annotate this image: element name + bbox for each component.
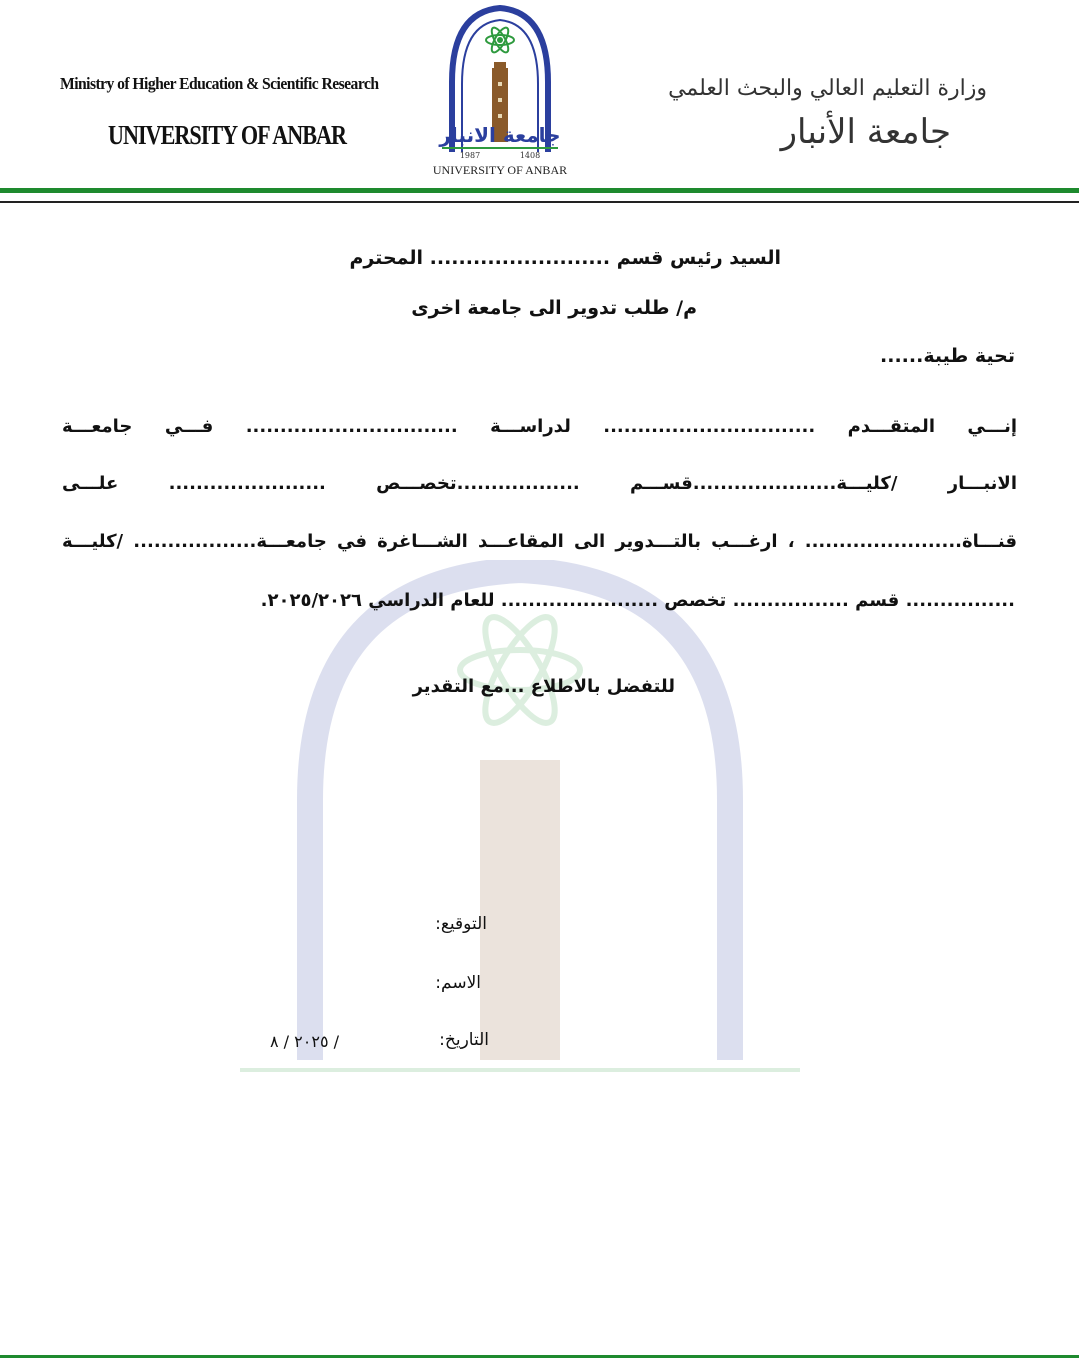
signature-label: التوقيع: bbox=[435, 914, 487, 934]
university-name-ar: جامعة الأنبار bbox=[780, 112, 951, 152]
subject-line: م/ طلب تدوير الى جامعة اخرى bbox=[411, 297, 697, 319]
ministry-name-en: Ministry of Higher Education & Scientific Research bbox=[60, 74, 379, 93]
body-line-2: الانبـــار /كليـــة.....................قســـم ..................تخصـــص ....................... علـــى bbox=[62, 473, 1017, 494]
logo-year-greg: 1987 bbox=[459, 151, 481, 160]
logo-year-hijri: 1408 bbox=[519, 151, 541, 160]
watermark-logo bbox=[240, 560, 800, 1160]
body-line-4: ................ قسم ................. تخصص ....................... للعام الدراسي ٢٠٢٥/٢٠٢٦. bbox=[260, 590, 1015, 611]
body-line-1: إنـــي المتقـــدم ............................... لدراســـة ............................... فـــي جامعـــة bbox=[62, 416, 1017, 437]
university-name-en: UNIVERSITY OF ANBAR bbox=[108, 120, 347, 150]
date-value: ٢٠٢٥ / ٨ / bbox=[270, 1032, 340, 1051]
ministry-name-ar: وزارة التعليم العالي والبحث العلمي bbox=[668, 76, 987, 101]
body-line-3: قنـــاة....................... ، ارغـــب بالتـــدوير الى المقاعـــد الشـــاغرة في جامعـــة.................. /كليـــة bbox=[62, 531, 1017, 552]
logo-caption: UNIVERSITY OF ANBAR bbox=[432, 163, 568, 177]
footer-rule bbox=[0, 1355, 1079, 1358]
greeting-line: تحية طيبة...... bbox=[880, 345, 1015, 367]
atom-icon bbox=[486, 25, 514, 54]
university-logo bbox=[432, 2, 568, 182]
addressee-line: السيد رئيس قسم ......................... المحترم bbox=[349, 247, 781, 269]
date-label: التاريخ: bbox=[439, 1030, 489, 1050]
header-rule-green bbox=[0, 188, 1079, 193]
closing-line: للتفضل بالاطلاع ...مع التقدير bbox=[412, 676, 675, 697]
name-label: الاسم: bbox=[435, 973, 481, 993]
header-rule-dark bbox=[0, 201, 1079, 203]
logo-arabic-text: جامعة الانبار bbox=[439, 123, 561, 147]
